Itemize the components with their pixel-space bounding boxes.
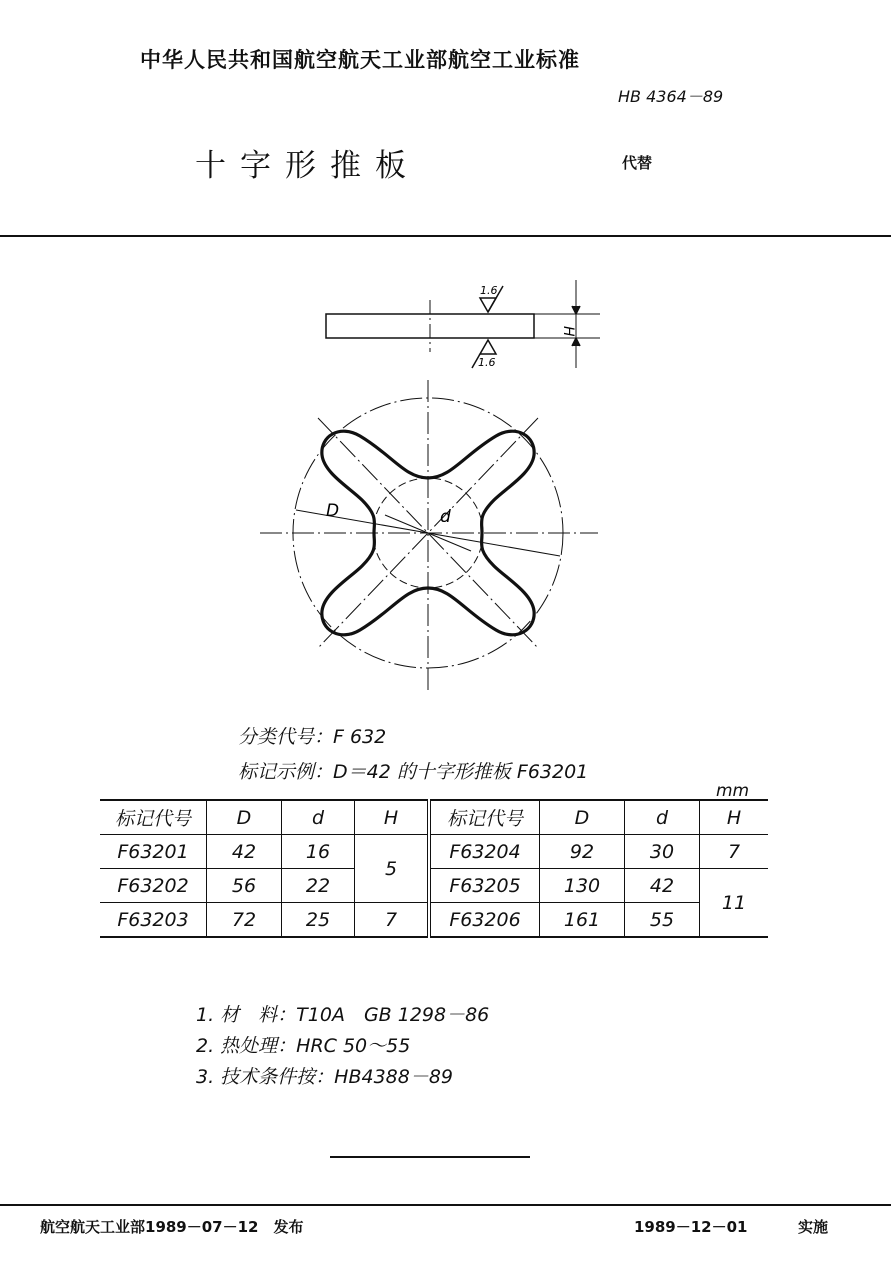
table-header: H — [700, 800, 769, 835]
table-cell: 92 — [540, 835, 625, 869]
table-header: D — [207, 800, 282, 835]
end-rule — [330, 1156, 530, 1158]
table-header: 标记代号 — [429, 800, 540, 835]
table-cell: 11 — [700, 869, 769, 938]
table-cell: F63205 — [429, 869, 540, 903]
effective-label: 实施 — [798, 1218, 829, 1236]
roughness-bottom-label: 1.6 — [478, 356, 496, 369]
table-cell: 55 — [625, 903, 700, 938]
dim-D-label: D — [326, 501, 340, 521]
classification-code: 分类代号：F 632 — [238, 726, 387, 748]
table-header: d — [282, 800, 355, 835]
dim-H-label: H — [560, 326, 576, 337]
table-header: d — [625, 800, 700, 835]
note-item: 1. 材 料：T10A GB 1298－86 — [196, 1004, 490, 1026]
effective-date: 1989－12－01 — [634, 1218, 748, 1236]
note-item: 3. 技术条件按：HB4388－89 — [196, 1066, 454, 1088]
technical-drawing — [240, 272, 640, 692]
table-cell: 30 — [625, 835, 700, 869]
table-cell: 56 — [207, 869, 282, 903]
table-header-row — [100, 800, 768, 835]
replaces-label: 代替 — [622, 154, 653, 172]
standard-number: HB 4364－89 — [618, 87, 724, 106]
table-row — [100, 903, 768, 938]
table-cell: 16 — [282, 835, 355, 869]
table-header: H — [355, 800, 430, 835]
roughness-top-label: 1.6 — [480, 284, 498, 297]
organization-header: 中华人民共和国航空航天工业部航空工业标准 — [140, 48, 580, 72]
table-cell: 130 — [540, 869, 625, 903]
plan-view — [260, 380, 598, 690]
table-row — [100, 869, 768, 903]
table-cell: 7 — [355, 903, 430, 938]
note-item: 2. 热处理：HRC 50～55 — [196, 1035, 411, 1057]
document-title: 十字形推板 — [195, 148, 420, 184]
dim-d-label: d — [440, 507, 451, 527]
footer-rule — [0, 1204, 891, 1206]
table-cell: F63202 — [100, 869, 207, 903]
table-cell: F63201 — [100, 835, 207, 869]
table-header: 标记代号 — [100, 800, 207, 835]
top-rule — [0, 235, 891, 237]
table-cell: 22 — [282, 869, 355, 903]
issue-date: 航空航天工业部1989－07－12 发布 — [40, 1218, 304, 1236]
table-cell: 42 — [625, 869, 700, 903]
unit-label: mm — [716, 781, 750, 801]
table-cell: 7 — [700, 835, 769, 869]
table-cell: 25 — [282, 903, 355, 938]
table-cell: 42 — [207, 835, 282, 869]
table-cell: 72 — [207, 903, 282, 938]
table-cell: F63204 — [429, 835, 540, 869]
table-cell: F63203 — [100, 903, 207, 938]
marking-example: 标记示例：D＝42 的十字形推板 F63201 — [238, 761, 589, 783]
dimension-table — [100, 799, 768, 938]
table-row — [100, 835, 768, 869]
table-cell: 161 — [540, 903, 625, 938]
table-cell: F63206 — [429, 903, 540, 938]
technical-notes — [196, 1000, 489, 1093]
side-view — [326, 280, 600, 368]
table-cell: 5 — [355, 835, 430, 903]
table-header: D — [540, 800, 625, 835]
